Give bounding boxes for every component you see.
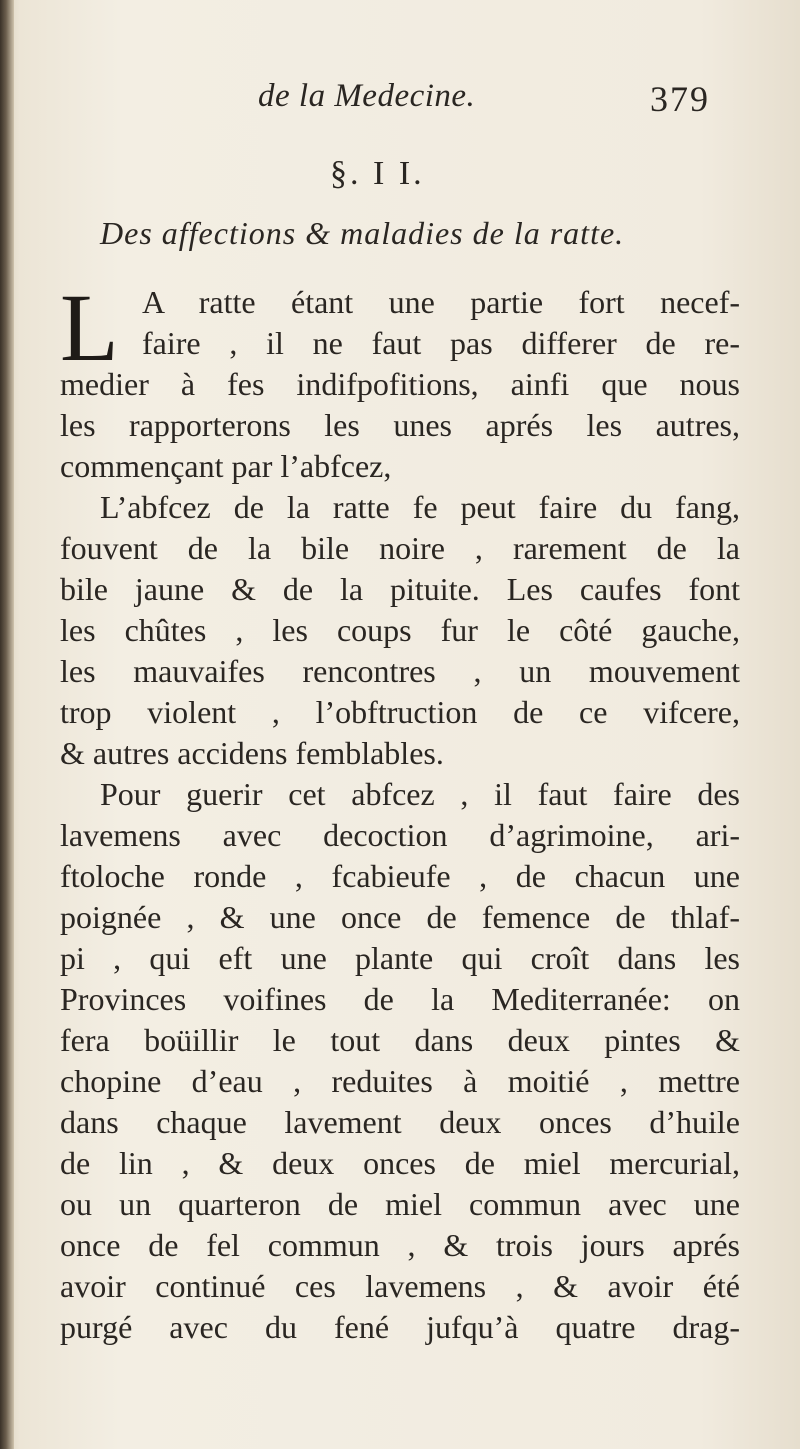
text-line: dans chaque lavement deux onces d’huile bbox=[60, 1104, 740, 1140]
text-line: lavemens avec decoction d’agrimoine, ari- bbox=[60, 817, 740, 853]
text-line: les mauvaifes rencontres , un mouvement bbox=[60, 653, 740, 689]
text-line: les chûtes , les coups fur le côté gauche, bbox=[60, 612, 740, 648]
text-line: bile jaune & de la pituite. Les caufes font bbox=[60, 571, 740, 607]
text-line: L’abfcez de la ratte fe peut faire du fang, bbox=[100, 489, 740, 525]
page-number: 379 bbox=[650, 79, 710, 119]
section-heading: Des affections & maladies de la ratte. bbox=[100, 215, 625, 251]
drop-cap: L bbox=[60, 274, 119, 381]
text-line: commençant par l’abfcez, bbox=[60, 448, 392, 484]
text-line: fouvent de la bile noire , rarement de la bbox=[60, 530, 740, 566]
text-line: fera boüillir le tout dans deux pintes & bbox=[60, 1022, 740, 1058]
text-line: A ratte étant une partie fort necef- bbox=[142, 284, 740, 320]
text-line: ou un quarteron de miel commun avec une bbox=[60, 1186, 740, 1222]
text-line: poignée , & une once de femence de thlaf- bbox=[60, 899, 740, 935]
text-line: Provinces voifines de la Mediterranée: on bbox=[60, 981, 740, 1017]
text-line: avoir continué ces lavemens , & avoir été bbox=[60, 1268, 740, 1304]
text-line: Pour guerir cet abfcez , il faut faire des bbox=[100, 776, 740, 812]
text-line: de lin , & deux onces de miel mercurial, bbox=[60, 1145, 740, 1181]
running-title: de la Medecine. bbox=[258, 78, 476, 114]
section-number: §. I I. bbox=[330, 155, 425, 192]
text-line: les rapporterons les unes aprés les autres, bbox=[60, 407, 740, 443]
text-line: & autres accidens femblables. bbox=[60, 735, 444, 771]
text-line: ftoloche ronde , fcabieufe , de chacun une bbox=[60, 858, 740, 894]
text-line: purgé avec du fené jufqu’à quatre drag- bbox=[60, 1309, 740, 1345]
body-text bbox=[60, 274, 740, 1348]
text-line: chopine d’eau , reduites à moitié , mettre bbox=[60, 1063, 740, 1099]
text-line: trop violent , l’obftruction de ce vifcere, bbox=[60, 694, 740, 730]
text-line: faire , il ne faut pas differer de re- bbox=[142, 325, 740, 361]
page-header bbox=[0, 78, 800, 128]
text-line: pi , qui eft une plante qui croît dans les bbox=[60, 940, 740, 976]
text-line: once de fel commun , & trois jours aprés bbox=[60, 1227, 740, 1263]
text-line: medier à fes indifpofitions, ainfi que nous bbox=[60, 366, 740, 402]
page-binding-edge bbox=[0, 0, 14, 1449]
